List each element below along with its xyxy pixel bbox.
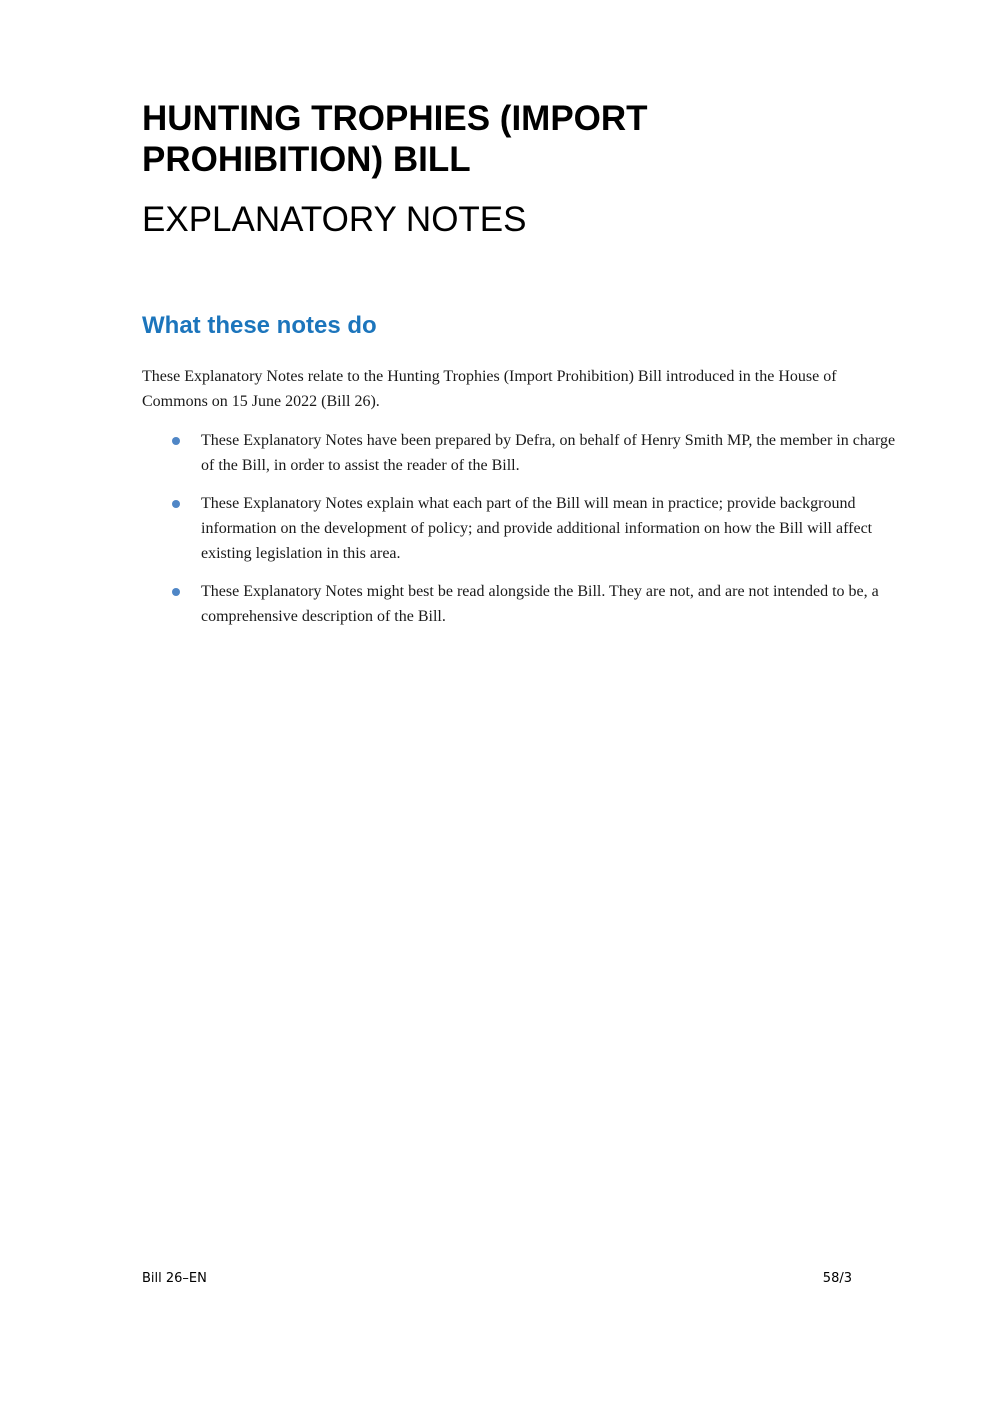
bullet-item [142,428,902,478]
bullet-list [142,428,902,642]
bullet-item [142,491,902,566]
intro-paragraph: These Explanatory Notes relate to the Hunting Trophies (Import Prohibition) Bill introduced in the House of Commons on 15 June 2022 (Bill 26). [142,368,837,410]
bullet-text: These Explanatory Notes have been prepared by Defra, on behalf of Henry Smith MP, the member in charge of the Bill, in order to assist the reader of the Bill. [201,432,896,474]
bullet-dot-icon [172,437,180,445]
footer-page-code: 58/3 [822,1271,852,1286]
bullet-text: These Explanatory Notes explain what each part of the Bill will mean in practice; provide background information on the development of policy; and provide additional information on how the Bill will affect existing legislation in this area. [201,495,873,562]
footer-bill-reference: Bill 26–EN [142,1271,207,1286]
document-subtitle: EXPLANATORY NOTES [142,200,527,239]
section-heading: What these notes do [142,312,377,339]
bullet-dot-icon [172,588,180,596]
bullet-item [142,579,902,629]
document-title: HUNTING TROPHIES (IMPORT PROHIBITION) BILL [142,99,648,179]
bullet-text: These Explanatory Notes might best be read alongside the Bill. They are not, and are not intended to be, a comprehensive description of the Bill. [201,583,879,625]
bullet-dot-icon [172,500,180,508]
